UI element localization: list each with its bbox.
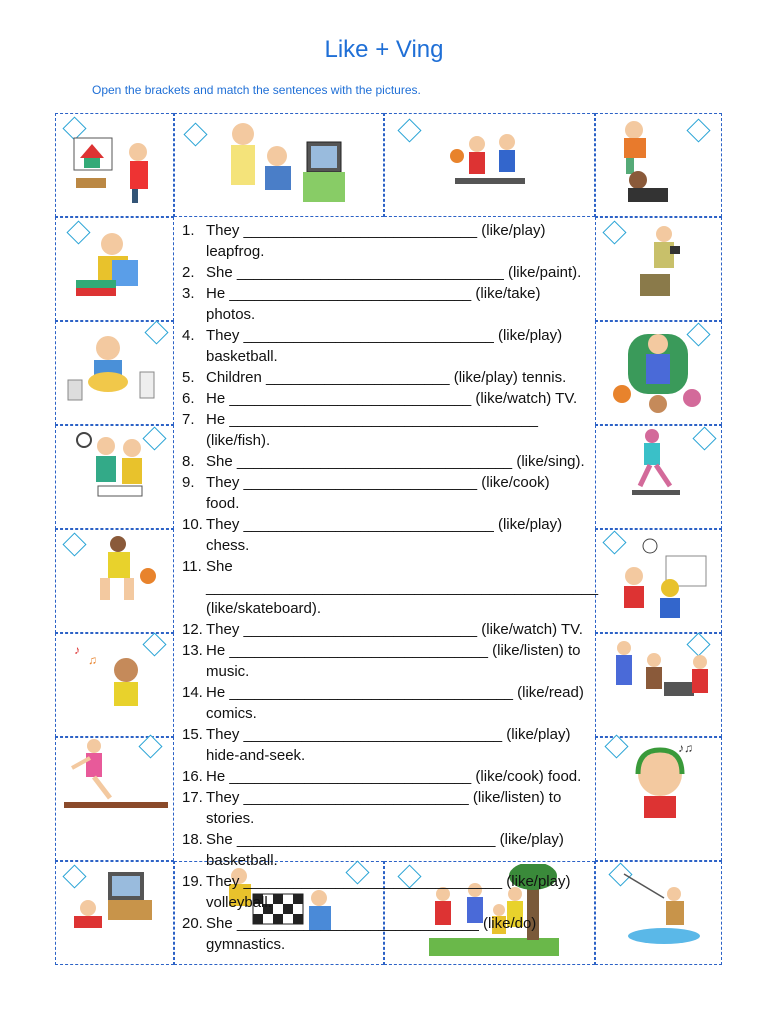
picture-box-reading — [55, 217, 174, 321]
listening-to-music-picture — [622, 738, 702, 828]
sentence-number: 20. — [182, 915, 203, 932]
picture-box-tennis — [55, 425, 174, 529]
skateboarding-picture — [626, 428, 696, 508]
sentence-item — [182, 472, 586, 514]
picture-box-painting — [55, 113, 174, 217]
answer-diamond[interactable] — [692, 426, 716, 450]
sentence-text[interactable]: She _______________________________________________ (like/skateboard). — [206, 558, 599, 617]
sentence-text[interactable]: She _______________________________ (like/play) basketball. — [206, 831, 564, 869]
leapfrog-picture — [610, 118, 700, 210]
picture-box-stories — [595, 321, 722, 425]
gymnastics-picture — [60, 738, 172, 818]
playing-basketball-picture — [445, 130, 535, 200]
tennis-picture — [76, 430, 156, 510]
svg-text:♪♫: ♪♫ — [678, 741, 693, 755]
sentence-number: 9. — [182, 474, 195, 491]
picture-box-leapfrog — [595, 113, 722, 217]
sentence-list — [182, 220, 599, 955]
picture-box-music — [595, 737, 722, 861]
sentence-number: 16. — [182, 768, 203, 785]
sentence-number: 17. — [182, 789, 203, 806]
sentence-number: 12. — [182, 621, 203, 638]
watching-tv-picture — [215, 120, 355, 210]
taking-photos-picture — [630, 224, 700, 304]
picture-box-basketball-girl — [55, 529, 174, 633]
sentence-text[interactable]: They ______________________________ (like/play) basketball. — [206, 327, 563, 365]
fishing-picture — [620, 870, 710, 950]
sentence-item — [182, 724, 586, 766]
sentence-item — [182, 367, 586, 388]
cooking-food-picture — [604, 638, 714, 708]
sentence-item — [182, 556, 599, 619]
sentence-item — [182, 514, 586, 556]
sentence-number: 15. — [182, 726, 203, 743]
sentence-item — [182, 871, 586, 913]
picture-box-watching-tv — [174, 113, 384, 217]
sentence-item — [182, 262, 586, 283]
sentence-text[interactable]: They ___________________________ (like/listen) to stories. — [206, 789, 562, 827]
picture-box-cooking-food — [595, 633, 722, 737]
sentence-item — [182, 766, 586, 787]
sentence-number: 19. — [182, 873, 203, 890]
sentence-text[interactable]: He _____________________________ (like/cook) food. — [206, 768, 582, 785]
sentence-number: 8. — [182, 453, 195, 470]
picture-box-watching-tv-boy — [55, 861, 174, 965]
sentence-text[interactable]: They ____________________________ (like/play) leapfrog. — [206, 222, 546, 260]
sentence-text[interactable]: He __________________________________ (like/read) comics. — [206, 684, 584, 722]
sentence-item — [182, 682, 586, 724]
sentence-item — [182, 787, 586, 829]
sentence-text[interactable]: They ______________________________ (like/play) chess. — [206, 516, 563, 554]
sentence-text[interactable]: They ____________________________ (like/watch) TV. — [206, 621, 583, 638]
picture-box-basketball — [384, 113, 595, 217]
picture-box-volleyball — [595, 529, 722, 633]
sentence-number: 2. — [182, 264, 195, 281]
sentence-item — [182, 829, 586, 871]
painting-picture — [66, 128, 166, 208]
watching-tv-boy-picture — [68, 868, 168, 938]
picture-box-gymnastics — [55, 737, 174, 861]
sentence-item — [182, 325, 586, 367]
sentence-item — [182, 619, 586, 640]
answer-diamond[interactable] — [602, 220, 626, 244]
sentence-text[interactable]: He _______________________________ (like/listen) to music. — [206, 642, 581, 680]
svg-text:♫: ♫ — [88, 653, 97, 667]
basketball-girl-picture — [74, 534, 164, 618]
sentence-text[interactable]: They ____________________________ (like/cook) food. — [206, 474, 550, 512]
sentence-text[interactable]: She ________________________________ (like/paint). — [206, 264, 582, 281]
sentence-number: 5. — [182, 369, 195, 386]
sentence-text[interactable]: He _____________________________________ (like/fish). — [206, 411, 539, 449]
sentence-number: 6. — [182, 390, 195, 407]
sentence-text[interactable]: She _________________________________ (like/sing). — [206, 453, 585, 470]
instructions: Open the brackets and match the sentences with the pictures. — [92, 83, 421, 97]
svg-text:♪: ♪ — [74, 643, 80, 657]
sentence-text[interactable]: He _____________________________ (like/watch) TV. — [206, 390, 578, 407]
sentence-text[interactable]: She _____________________________ (like/do) gymnastics. — [206, 915, 537, 953]
page-title: Like + Ving — [324, 36, 444, 63]
picture-box-singing — [55, 633, 174, 737]
listening-to-stories-picture — [608, 324, 708, 420]
picture-box-fishing — [595, 861, 722, 965]
picture-box-photos — [595, 217, 722, 321]
sentence-item — [182, 409, 586, 451]
answer-diamond[interactable] — [397, 118, 421, 142]
sentence-number: 13. — [182, 642, 203, 659]
sentence-number: 1. — [182, 222, 195, 239]
sentence-text[interactable]: He _____________________________ (like/take) photos. — [206, 285, 541, 323]
cooking-picture — [64, 332, 164, 412]
sentence-number: 3. — [182, 285, 195, 302]
sentence-item — [182, 283, 586, 325]
answer-diamond[interactable] — [183, 122, 207, 146]
sentence-text[interactable]: They _______________________________ (like/play) hide-and-seek. — [206, 726, 571, 764]
picture-box-skateboard — [595, 425, 722, 529]
sentence-item — [182, 640, 586, 682]
singing-picture — [70, 640, 160, 710]
sentence-number: 7. — [182, 411, 195, 428]
sentence-item — [182, 388, 586, 409]
sentence-number: 18. — [182, 831, 203, 848]
sentence-number: 4. — [182, 327, 195, 344]
volleyball-picture — [616, 536, 716, 626]
reading-comics-picture — [72, 230, 162, 310]
sentence-item — [182, 220, 586, 262]
sentence-item — [182, 913, 586, 955]
sentence-number: 10. — [182, 516, 203, 533]
picture-box-cooking — [55, 321, 174, 425]
sentence-number: 14. — [182, 684, 203, 701]
sentence-item — [182, 451, 586, 472]
sentence-text[interactable]: Children ______________________ (like/play) tennis. — [206, 369, 567, 386]
sentence-text[interactable]: They _______________________________ (like/play) volleyball. — [206, 873, 571, 911]
sentence-number: 11. — [182, 558, 202, 575]
